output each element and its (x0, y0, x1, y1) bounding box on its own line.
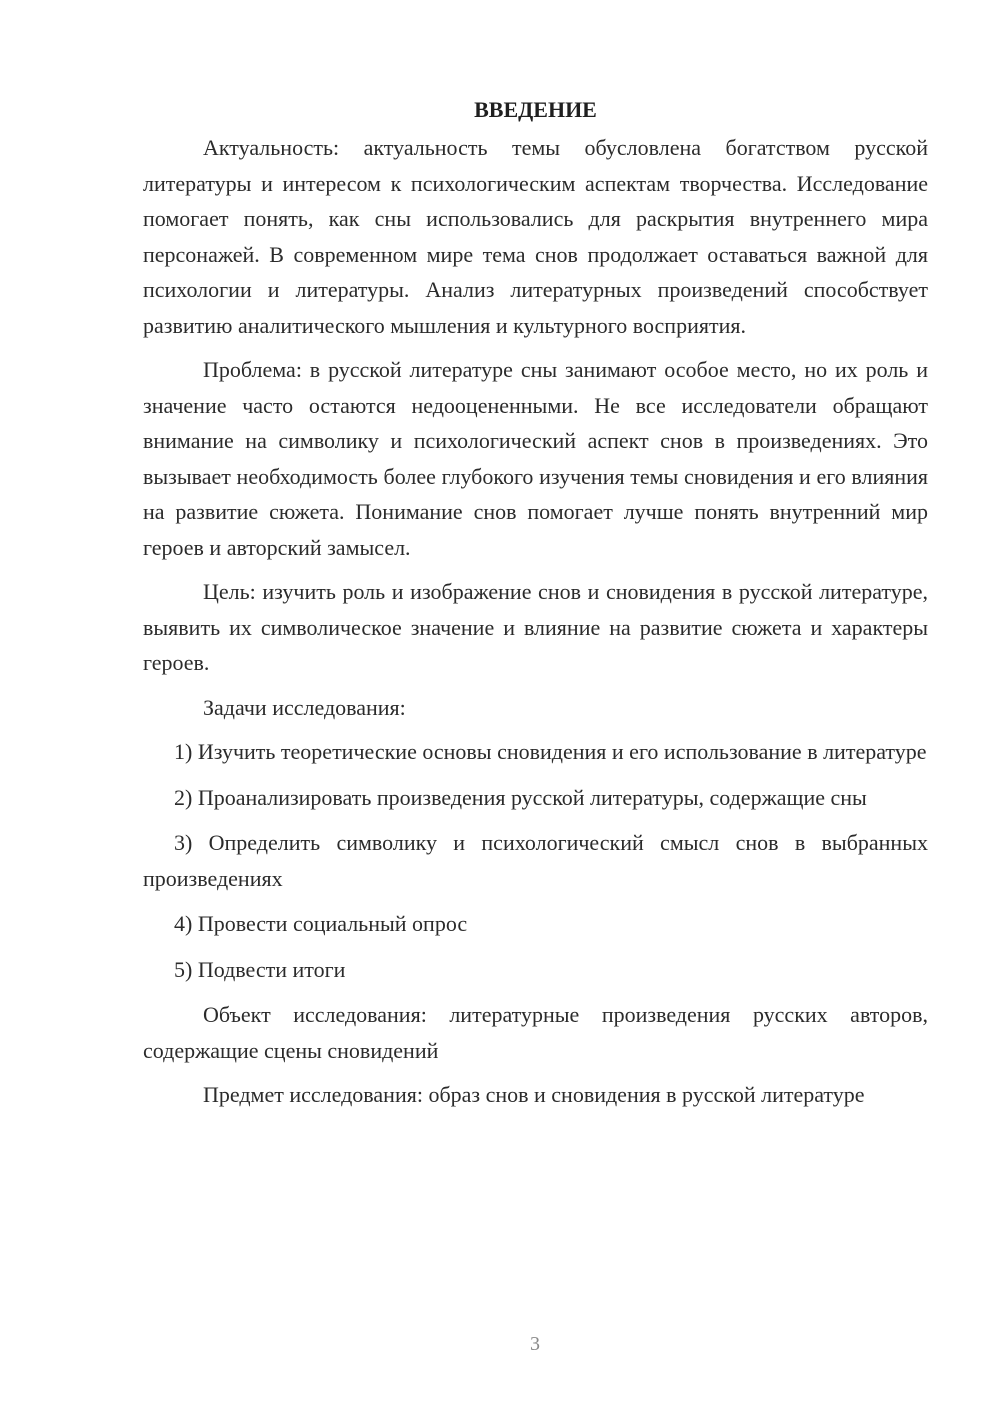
subject-paragraph: Предмет исследования: образ снов и сновидения в русской литературе (203, 1082, 865, 1107)
task-item: 1) Изучить теоретические основы сновидения и его использование в литературе (174, 739, 927, 764)
task-item: 3) Определить символику и психологический смысл снов в выбранных произведениях (143, 830, 928, 891)
task-item: 5) Подвести итоги (174, 956, 346, 982)
task-item: 4) Провести социальный опрос (174, 911, 468, 936)
page-title: ВВЕДЕНИЕ (474, 97, 597, 122)
page-number: 3 (530, 1333, 540, 1355)
object-paragraph: Объект исследования: литературные произведения русских авторов, содержащие сцены сновидений (143, 1002, 928, 1063)
goal-paragraph: Цель: изучить роль и изображение снов и сновидения в русской литературе, выявить их символическое значение и влияние на развитие сюжета и характеры героев. (143, 579, 928, 675)
task-item: 2) Проанализировать произведения русской литературы, содержащие сны (174, 784, 867, 810)
tasks-heading: Задачи исследования: (203, 694, 406, 720)
relevance-paragraph: Актуальность: актуальность темы обусловлена богатством русской литературы и интересом к психологическим аспектам творчества. Исследование помогает понять, как сны использовались для раскрытия внутреннего мира персонажей. В современном мире тема снов продолжает оставаться важной для психологии и литературы. Анализ литературных произведений способствует развитию аналитического мышления и культурного восприятия. (143, 135, 928, 338)
problem-paragraph: Проблема: в русской литературе сны занимают особое место, но их роль и значение часто остаются недооцененными. Не все исследователи обращают внимание на символику и психологический аспект снов в произведениях. Это вызывает необходимость более глубокого изучения темы сновидения и его влияния на развитие сюжета. Понимание снов помогает лучше понять внутренний мир героев и авторский замысел. (143, 357, 928, 560)
page-content (143, 92, 928, 1122)
